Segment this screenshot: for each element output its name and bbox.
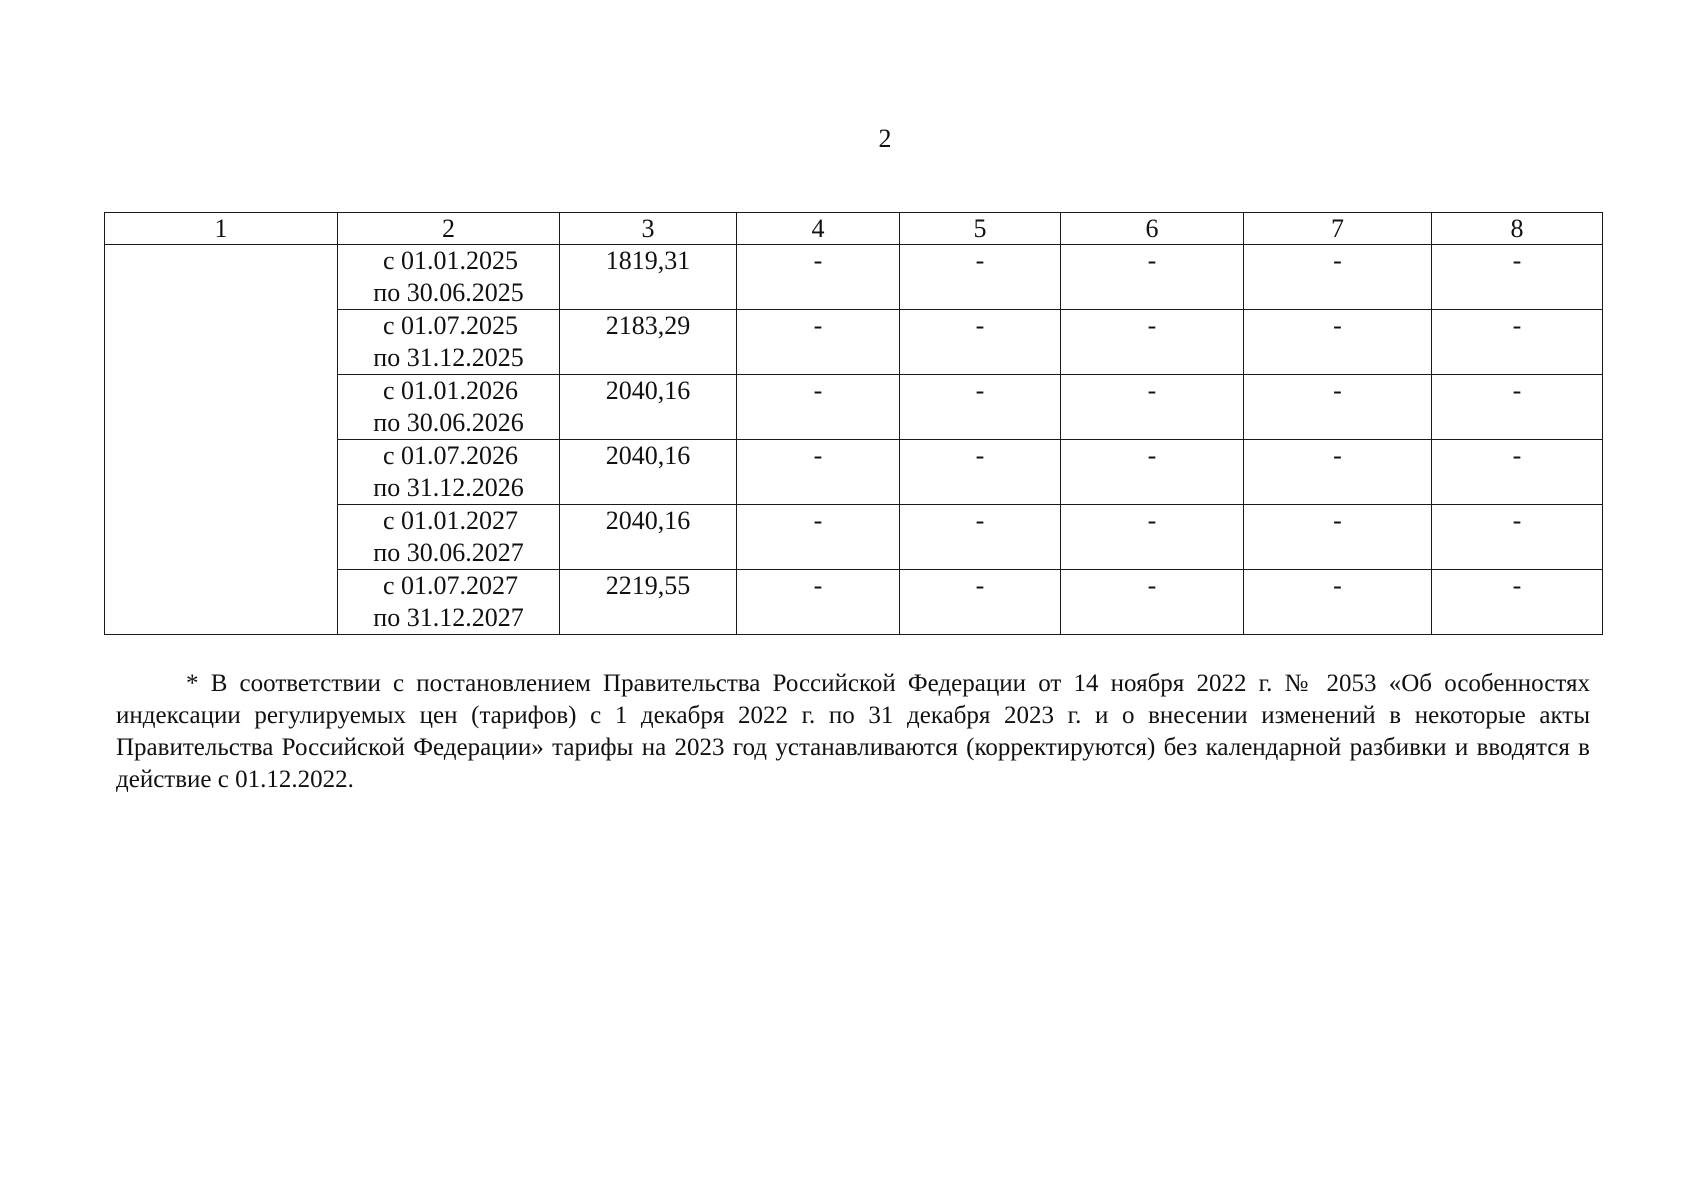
column-header: 4 bbox=[737, 213, 900, 245]
dash-cell: - bbox=[1432, 375, 1603, 440]
dash-cell: - bbox=[1432, 245, 1603, 310]
period-from: с 01.07.2026 bbox=[382, 441, 519, 470]
merged-empty-cell bbox=[105, 245, 338, 635]
period-from: с 01.01.2025 bbox=[382, 246, 519, 275]
period-from: с 01.07.2025 bbox=[382, 311, 519, 340]
footnote: * В соответствии с постановлением Правительства Российской Федерации от 14 ноября 2022 г. № 2053 «Об особенностях индексации регулируемых цен (тарифов) с 1 декабря 2022 г. по 31 декабря 2023 г. и о внесении изменений в некоторые акты Правительства Российской Федерации» тарифы на 2023 год устанавливаются (корректируются) без календарной разбивки и вводятся в действие с 01.12.2022. bbox=[116, 670, 1590, 793]
dash-cell: - bbox=[900, 570, 1061, 635]
period-to: по 30.06.2026 bbox=[373, 408, 524, 437]
period-cell bbox=[338, 310, 560, 375]
dash-cell: - bbox=[1244, 310, 1432, 375]
period-cell bbox=[338, 245, 560, 310]
period-from: с 01.01.2026 bbox=[382, 376, 519, 405]
tariff-value-cell: 2219,55 bbox=[560, 570, 737, 635]
dash-cell: - bbox=[1432, 310, 1603, 375]
period-to: по 31.12.2027 bbox=[373, 603, 524, 632]
dash-cell: - bbox=[1061, 375, 1244, 440]
period-to: по 31.12.2025 bbox=[373, 343, 524, 372]
dash-cell: - bbox=[900, 245, 1061, 310]
dash-cell: - bbox=[1061, 505, 1244, 570]
column-header: 7 bbox=[1244, 213, 1432, 245]
dash-cell: - bbox=[737, 440, 900, 505]
tariff-value-cell: 2040,16 bbox=[560, 375, 737, 440]
dash-cell: - bbox=[1244, 570, 1432, 635]
period-to: по 31.12.2026 bbox=[373, 473, 524, 502]
dash-cell: - bbox=[1244, 505, 1432, 570]
tariff-table bbox=[104, 212, 1603, 635]
dash-cell: - bbox=[900, 440, 1061, 505]
column-header: 8 bbox=[1432, 213, 1603, 245]
dash-cell: - bbox=[900, 375, 1061, 440]
table-header-row bbox=[105, 213, 1603, 245]
dash-cell: - bbox=[737, 245, 900, 310]
period-cell bbox=[338, 440, 560, 505]
period-to: по 30.06.2027 bbox=[373, 538, 524, 567]
dash-cell: - bbox=[1432, 440, 1603, 505]
dash-cell: - bbox=[737, 570, 900, 635]
dash-cell: - bbox=[1244, 440, 1432, 505]
dash-cell: - bbox=[1244, 245, 1432, 310]
dash-cell: - bbox=[737, 310, 900, 375]
dash-cell: - bbox=[1432, 570, 1603, 635]
period-cell bbox=[338, 505, 560, 570]
column-header: 2 bbox=[338, 213, 560, 245]
period-from: с 01.01.2027 bbox=[382, 506, 519, 535]
column-header: 1 bbox=[105, 213, 338, 245]
tariff-value-cell: 2040,16 bbox=[560, 505, 737, 570]
dash-cell: - bbox=[1061, 245, 1244, 310]
dash-cell: - bbox=[737, 505, 900, 570]
dash-cell: - bbox=[1061, 570, 1244, 635]
tariff-value-cell: 2183,29 bbox=[560, 310, 737, 375]
period-to: по 30.06.2025 bbox=[373, 278, 524, 307]
column-header: 5 bbox=[900, 213, 1061, 245]
dash-cell: - bbox=[1432, 505, 1603, 570]
period-cell bbox=[338, 570, 560, 635]
column-header: 3 bbox=[560, 213, 737, 245]
dash-cell: - bbox=[1061, 310, 1244, 375]
column-header: 6 bbox=[1061, 213, 1244, 245]
page-number: 2 bbox=[878, 124, 892, 153]
tariff-value-cell: 2040,16 bbox=[560, 440, 737, 505]
dash-cell: - bbox=[900, 310, 1061, 375]
period-from: с 01.07.2027 bbox=[382, 571, 519, 600]
dash-cell: - bbox=[1061, 440, 1244, 505]
tariff-value-cell: 1819,31 bbox=[560, 245, 737, 310]
table-row bbox=[105, 245, 1603, 310]
dash-cell: - bbox=[737, 375, 900, 440]
dash-cell: - bbox=[1244, 375, 1432, 440]
period-cell bbox=[338, 375, 560, 440]
dash-cell: - bbox=[900, 505, 1061, 570]
